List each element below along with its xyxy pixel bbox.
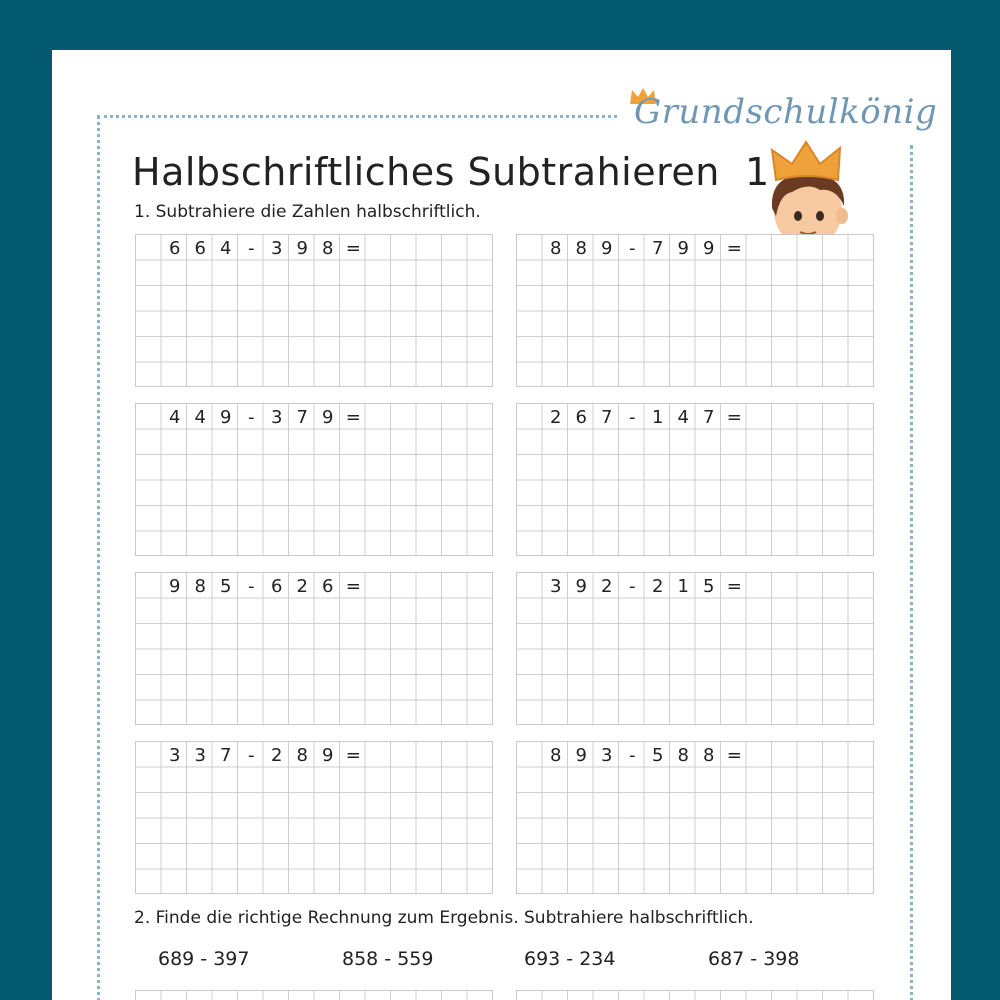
- digit: 6: [322, 576, 334, 597]
- digit: 2: [296, 576, 308, 597]
- equals-sign: =: [726, 745, 742, 766]
- digit: 8: [194, 576, 206, 597]
- digit: 4: [677, 407, 689, 428]
- dotted-border-top: [97, 115, 617, 118]
- digit: 9: [322, 407, 334, 428]
- minus-sign: -: [629, 407, 636, 428]
- digit: 9: [575, 576, 587, 597]
- minus-sign: -: [248, 576, 255, 597]
- digit: 3: [194, 745, 206, 766]
- calc-grid-5[interactable]: [135, 572, 493, 725]
- digit: 1: [652, 407, 664, 428]
- digit: 7: [703, 407, 715, 428]
- choice-3: 693 - 234: [524, 948, 616, 970]
- digit: 5: [703, 576, 715, 597]
- worksheet-title: Halbschriftliches Subtrahieren 1: [132, 150, 770, 194]
- digit: 4: [169, 407, 181, 428]
- calc-grid-6[interactable]: [516, 572, 874, 725]
- digit: 9: [601, 238, 613, 259]
- digit: 9: [220, 407, 232, 428]
- digit: 7: [601, 407, 613, 428]
- choice-1: 689 - 397: [158, 948, 250, 970]
- digit: 9: [575, 745, 587, 766]
- equation-5: [162, 576, 366, 598]
- digit: 8: [550, 238, 562, 259]
- digit: 8: [296, 745, 308, 766]
- calc-grid-task2-2[interactable]: [516, 990, 874, 1000]
- minus-sign: -: [629, 238, 636, 259]
- digit: 5: [652, 745, 664, 766]
- choice-4: 687 - 398: [708, 948, 800, 970]
- digit: 6: [194, 238, 206, 259]
- digit: 1: [677, 576, 689, 597]
- digit: 9: [677, 238, 689, 259]
- digit: 9: [296, 238, 308, 259]
- digit: 2: [652, 576, 664, 597]
- digit: 2: [601, 576, 613, 597]
- calc-grid-2[interactable]: [516, 234, 874, 387]
- digit: 3: [169, 745, 181, 766]
- digit: 6: [271, 576, 283, 597]
- dotted-border-right: [910, 145, 913, 1000]
- digit: 3: [601, 745, 613, 766]
- digit: 3: [271, 407, 283, 428]
- equals-sign: =: [345, 407, 361, 428]
- calc-grid-3[interactable]: [135, 403, 493, 556]
- dotted-border-left: [97, 115, 100, 1000]
- digit: 4: [194, 407, 206, 428]
- digit: 7: [220, 745, 232, 766]
- brand-logo: Grundschulkönig: [634, 92, 938, 132]
- digit: 2: [550, 407, 562, 428]
- equation-3: [162, 407, 366, 429]
- calc-grid-7[interactable]: [135, 741, 493, 894]
- digit: 6: [575, 407, 587, 428]
- calc-grid-task2-1[interactable]: [135, 990, 493, 1000]
- choice-2: 858 - 559: [342, 948, 434, 970]
- equation-4: [543, 407, 747, 429]
- digit: 4: [220, 238, 232, 259]
- digit: 7: [296, 407, 308, 428]
- equals-sign: =: [726, 238, 742, 259]
- minus-sign: -: [248, 745, 255, 766]
- equation-7: [162, 745, 366, 767]
- minus-sign: -: [248, 238, 255, 259]
- equals-sign: =: [345, 745, 361, 766]
- calc-grid-8[interactable]: [516, 741, 874, 894]
- equals-sign: =: [726, 576, 742, 597]
- equals-sign: =: [345, 576, 361, 597]
- digit: 6: [169, 238, 181, 259]
- digit: 3: [550, 576, 562, 597]
- digit: 8: [677, 745, 689, 766]
- task2-instruction: 2. Finde die richtige Rechnung zum Ergebnis. Subtrahiere halbschriftlich.: [134, 908, 754, 928]
- digit: 3: [271, 238, 283, 259]
- minus-sign: -: [629, 745, 636, 766]
- equals-sign: =: [345, 238, 361, 259]
- digit: 8: [703, 745, 715, 766]
- digit: 9: [703, 238, 715, 259]
- equation-6: [543, 576, 747, 598]
- digit: 8: [322, 238, 334, 259]
- digit: 2: [271, 745, 283, 766]
- equation-8: [543, 745, 747, 767]
- calc-grid-1[interactable]: [135, 234, 493, 387]
- equation-2: [543, 238, 747, 260]
- digit: 8: [550, 745, 562, 766]
- equation-1: [162, 238, 366, 260]
- digit: 9: [322, 745, 334, 766]
- digit: 5: [220, 576, 232, 597]
- worksheet: [52, 50, 951, 1000]
- task1-instruction: 1. Subtrahiere die Zahlen halbschriftlich.: [134, 202, 481, 222]
- minus-sign: -: [248, 407, 255, 428]
- digit: 7: [652, 238, 664, 259]
- equals-sign: =: [726, 407, 742, 428]
- calc-grid-4[interactable]: [516, 403, 874, 556]
- digit: 8: [575, 238, 587, 259]
- digit: 9: [169, 576, 181, 597]
- minus-sign: -: [629, 576, 636, 597]
